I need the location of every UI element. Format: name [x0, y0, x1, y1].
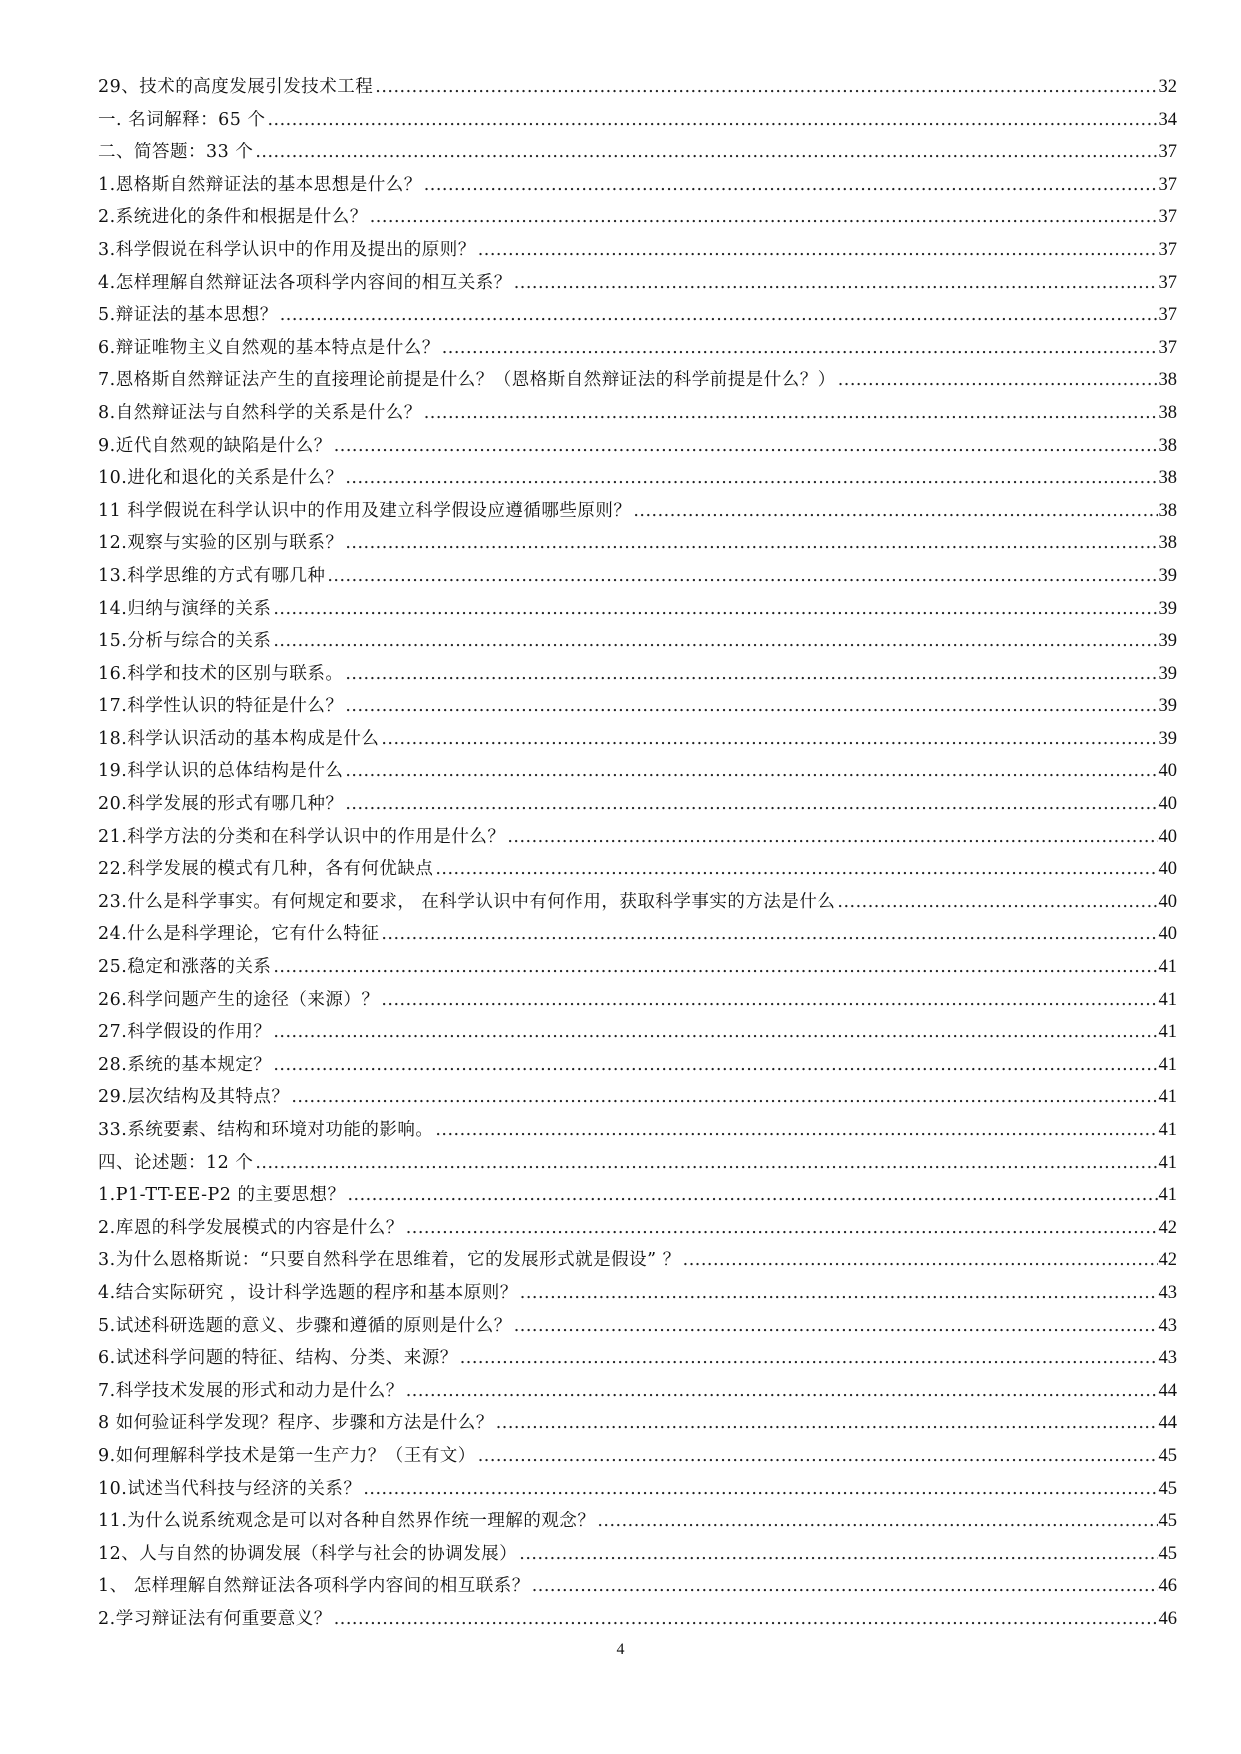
toc-entry-page: 45: [1158, 1511, 1177, 1532]
toc-entry[interactable]: [98, 755, 1177, 788]
dot-leader: [514, 267, 1158, 300]
toc-entry-page: 37: [1158, 272, 1177, 293]
toc-entry-title: 8.自然辩证法与自然科学的关系是什么？: [98, 402, 422, 423]
toc-entry-title: 3.为什么恩格斯说：“只要自然科学在思维着，它的发展形式就是假设” ？: [98, 1250, 681, 1271]
dot-leader: [273, 593, 1157, 626]
toc-entry[interactable]: [98, 430, 1177, 463]
dot-leader: [381, 984, 1157, 1017]
toc-entry-page: 40: [1158, 891, 1177, 912]
dot-leader: [520, 1277, 1158, 1310]
toc-entry-page: 45: [1158, 1478, 1177, 1499]
toc-entry[interactable]: [98, 1473, 1177, 1506]
toc-entry-title: 13.科学思维的方式有哪几种: [98, 565, 326, 586]
dot-leader: [514, 1310, 1158, 1343]
toc-entry-page: 39: [1158, 565, 1177, 586]
toc-entry[interactable]: [98, 690, 1177, 723]
toc-entry-title: 1.P1-TT-EE-P2 的主要思想？: [98, 1185, 346, 1206]
toc-entry-page: 41: [1158, 989, 1177, 1010]
dot-leader: [381, 723, 1157, 756]
toc-entry-page: 40: [1158, 859, 1177, 880]
toc-entry-title: 33.系统要素、结构和环境对功能的影响。: [98, 1120, 434, 1140]
toc-entry[interactable]: [98, 1310, 1177, 1343]
toc-entry-title: 21.科学方法的分类和在科学认识中的作用是什么？: [98, 826, 506, 847]
toc-entry-page: 38: [1158, 500, 1177, 521]
toc-entry-page: 38: [1158, 435, 1177, 456]
toc-entry-page: 38: [1158, 468, 1177, 489]
dot-leader: [424, 397, 1158, 430]
toc-entry-title: 20.科学发展的形式有哪几种？: [98, 794, 344, 815]
toc-entry-title: 18.科学认识活动的基本构成是什么: [98, 728, 380, 749]
toc-entry-title: 11.为什么说系统观念是可以对各种自然界作统一理解的观念？: [98, 1511, 596, 1532]
toc-entry[interactable]: [98, 560, 1177, 593]
toc-entry[interactable]: [98, 723, 1177, 756]
toc-entry-title: 22.科学发展的模式有几种，各有何优缺点: [98, 859, 434, 880]
toc-entry-page: 46: [1158, 1608, 1177, 1629]
toc-entry[interactable]: [98, 918, 1177, 951]
dot-leader: [838, 364, 1158, 397]
dot-leader: [633, 495, 1157, 528]
dot-leader: [327, 560, 1157, 593]
dot-leader: [255, 1147, 1157, 1180]
toc-entry[interactable]: [98, 1081, 1177, 1114]
toc-entry-title: 7.科学技术发展的形式和动力是什么？: [98, 1380, 404, 1401]
toc-entry[interactable]: [98, 821, 1177, 854]
toc-entry-page: 38: [1158, 402, 1177, 423]
toc-entry-title: 6.试述科学问题的特征、结构、分类、来源？: [98, 1348, 458, 1369]
dot-leader: [291, 1081, 1157, 1114]
toc-entry[interactable]: [98, 299, 1177, 332]
toc-entry-page: 37: [1158, 207, 1177, 228]
toc-entry-page: 40: [1158, 826, 1177, 847]
toc-entry[interactable]: [98, 1570, 1177, 1603]
toc-entry-page: 41: [1158, 1185, 1177, 1206]
toc-entry[interactable]: [98, 332, 1177, 365]
toc-entry-page: 38: [1158, 533, 1177, 554]
toc-entry-page: 41: [1158, 1120, 1177, 1140]
toc-entry-title: 27.科学假设的作用？: [98, 1022, 272, 1043]
toc-entry[interactable]: [98, 658, 1177, 691]
toc-entry[interactable]: [98, 1114, 1177, 1147]
toc-entry-page: 43: [1158, 1282, 1177, 1303]
toc-entry[interactable]: [98, 1049, 1177, 1082]
toc-entry-page: 37: [1158, 305, 1177, 326]
toc-entry[interactable]: [98, 1342, 1177, 1375]
toc-entry-page: 44: [1158, 1413, 1177, 1434]
toc-entry-page: 41: [1158, 957, 1177, 978]
toc-entry-page: 37: [1158, 239, 1177, 260]
dot-leader: [435, 1114, 1157, 1147]
dot-leader: [424, 169, 1158, 202]
dot-leader: [273, 951, 1157, 984]
dot-leader: [345, 462, 1157, 495]
dot-leader: [345, 690, 1157, 723]
toc-entry-page: 42: [1158, 1217, 1177, 1238]
toc-entry[interactable]: [98, 136, 1177, 169]
toc-entry-title: 16.科学和技术的区别与联系。: [98, 663, 344, 684]
toc-entry[interactable]: [98, 984, 1177, 1017]
dot-leader: [406, 1375, 1158, 1408]
dot-leader: [273, 1016, 1157, 1049]
toc-entry-title: 12、人与自然的协调发展（科学与社会的协调发展）: [98, 1543, 518, 1564]
toc-entry[interactable]: [98, 788, 1177, 821]
toc-entry[interactable]: [98, 201, 1177, 234]
dot-leader: [683, 1244, 1158, 1277]
dot-leader: [507, 821, 1157, 854]
toc-entry[interactable]: [98, 1277, 1177, 1310]
toc-entry-page: 41: [1158, 1152, 1177, 1173]
dot-leader: [255, 136, 1157, 169]
toc-entry-title: 14.归纳与演绎的关系: [98, 598, 272, 619]
table-of-contents: [98, 71, 1177, 1636]
dot-leader: [345, 527, 1157, 560]
dot-leader: [375, 71, 1157, 104]
toc-entry-title: 一. 名词解释：65 个: [98, 109, 266, 130]
dot-leader: [273, 625, 1157, 658]
toc-entry-page: 46: [1158, 1576, 1177, 1597]
dot-leader: [280, 299, 1158, 332]
toc-entry-page: 32: [1158, 77, 1177, 97]
dot-leader: [345, 755, 1157, 788]
toc-entry-page: 43: [1158, 1315, 1177, 1336]
toc-entry-title: 10.试述当代科技与经济的关系？: [98, 1478, 362, 1499]
toc-entry[interactable]: [98, 104, 1177, 137]
dot-leader: [381, 918, 1157, 951]
toc-entry[interactable]: [98, 1016, 1177, 1049]
toc-entry-page: 34: [1158, 109, 1177, 130]
toc-entry[interactable]: [98, 71, 1177, 104]
toc-entry[interactable]: [98, 1538, 1177, 1571]
toc-entry[interactable]: [98, 234, 1177, 267]
toc-entry-page: 39: [1158, 598, 1177, 619]
toc-entry-title: 24.什么是科学理论，它有什么特征: [98, 924, 380, 945]
toc-entry[interactable]: [98, 886, 1177, 919]
toc-entry-title: 12.观察与实验的区别与联系？: [98, 533, 344, 554]
toc-entry[interactable]: [98, 1505, 1177, 1538]
toc-entry-title: 4.怎样理解自然辩证法各项科学内容间的相互关系？: [98, 272, 512, 293]
toc-entry-title: 9.近代自然观的缺陷是什么？: [98, 435, 332, 456]
toc-entry-page: 43: [1158, 1348, 1177, 1369]
toc-entry-title: 8 如何验证科学发现？程序、步骤和方法是什么？: [98, 1413, 494, 1434]
dot-leader: [347, 1179, 1157, 1212]
toc-entry-title: 17.科学性认识的特征是什么？: [98, 696, 344, 717]
dot-leader: [496, 1407, 1158, 1440]
toc-entry-page: 40: [1158, 794, 1177, 815]
toc-entry-title: 1.恩格斯自然辩证法的基本思想是什么？: [98, 174, 422, 195]
toc-entry[interactable]: [98, 1147, 1177, 1180]
toc-entry-page: 39: [1158, 728, 1177, 749]
dot-leader: [478, 234, 1158, 267]
toc-entry[interactable]: [98, 495, 1177, 528]
toc-entry[interactable]: [98, 1440, 1177, 1473]
dot-leader: [345, 658, 1157, 691]
dot-leader: [478, 1440, 1158, 1473]
toc-entry-title: 2.系统进化的条件和根据是什么？: [98, 207, 368, 228]
toc-entry[interactable]: [98, 364, 1177, 397]
toc-entry-page: 39: [1158, 663, 1177, 684]
toc-entry-page: 39: [1158, 696, 1177, 717]
toc-entry-page: 41: [1158, 1054, 1177, 1075]
toc-entry-title: 2.库恩的科学发展模式的内容是什么？: [98, 1217, 404, 1238]
toc-entry[interactable]: [98, 625, 1177, 658]
toc-entry-title: 29、技术的高度发展引发技术工程: [98, 77, 374, 97]
toc-entry-title: 5.试述科研选题的意义、步骤和遵循的原则是什么？: [98, 1315, 512, 1336]
toc-entry-title: 5.辩证法的基本思想？: [98, 305, 278, 326]
toc-entry-page: 45: [1158, 1445, 1177, 1466]
toc-entry-title: 6.辩证唯物主义自然观的基本特点是什么？: [98, 337, 440, 358]
dot-leader: [519, 1538, 1157, 1571]
toc-entry-page: 40: [1158, 761, 1177, 782]
dot-leader: [370, 201, 1158, 234]
toc-entry-title: 29.层次结构及其特点？: [98, 1087, 290, 1108]
toc-entry[interactable]: [98, 593, 1177, 626]
dot-leader: [267, 104, 1157, 137]
dot-leader: [334, 430, 1158, 463]
toc-entry-title: 10.进化和退化的关系是什么？: [98, 468, 344, 489]
toc-entry-page: 37: [1158, 174, 1177, 195]
toc-entry[interactable]: [98, 1244, 1177, 1277]
toc-entry-title: 4.结合实际研究 ，设计科学选题的程序和基本原则？: [98, 1282, 518, 1303]
toc-entry-title: 四、论述题：12 个: [98, 1152, 254, 1173]
dot-leader: [363, 1473, 1157, 1506]
toc-entry-title: 26.科学问题产生的途径（来源）？: [98, 989, 380, 1010]
dot-leader: [837, 886, 1157, 919]
toc-entry[interactable]: [98, 1603, 1177, 1636]
toc-entry-title: 28.系统的基本规定？: [98, 1054, 272, 1075]
toc-entry-page: 40: [1158, 924, 1177, 945]
dot-leader: [532, 1570, 1158, 1603]
toc-entry-page: 41: [1158, 1087, 1177, 1108]
toc-entry[interactable]: [98, 1212, 1177, 1245]
dot-leader: [273, 1049, 1157, 1082]
toc-entry-page: 44: [1158, 1380, 1177, 1401]
toc-entry-title: 1、 怎样理解自然辩证法各项科学内容间的相互联系？: [98, 1576, 530, 1597]
toc-entry-title: 9.如何理解科学技术是第一生产力？（王有文）: [98, 1445, 476, 1466]
toc-entry[interactable]: [98, 267, 1177, 300]
toc-entry[interactable]: [98, 853, 1177, 886]
toc-entry-page: 37: [1158, 142, 1177, 163]
toc-entry-page: 42: [1158, 1250, 1177, 1271]
toc-entry-title: 3.科学假说在科学认识中的作用及提出的原则？: [98, 239, 476, 260]
toc-entry-page: 39: [1158, 631, 1177, 652]
dot-leader: [345, 788, 1157, 821]
toc-entry-page: 45: [1158, 1543, 1177, 1564]
toc-entry[interactable]: [98, 1375, 1177, 1408]
toc-entry-title: 11 科学假说在科学认识中的作用及建立科学假设应遵循哪些原则？: [98, 500, 632, 521]
dot-leader: [597, 1505, 1157, 1538]
page-number: 4: [616, 1641, 625, 1658]
toc-entry-page: 41: [1158, 1022, 1177, 1043]
toc-entry[interactable]: [98, 527, 1177, 560]
toc-entry[interactable]: [98, 462, 1177, 495]
dot-leader: [442, 332, 1158, 365]
toc-entry[interactable]: [98, 397, 1177, 430]
toc-entry[interactable]: [98, 951, 1177, 984]
dot-leader: [334, 1603, 1158, 1636]
toc-entry-title: 二、简答题：33 个: [98, 142, 254, 163]
toc-entry[interactable]: [98, 1407, 1177, 1440]
dot-leader: [460, 1342, 1158, 1375]
toc-entry-title: 19.科学认识的总体结构是什么: [98, 761, 344, 782]
toc-entry-title: 2.学习辩证法有何重要意义？: [98, 1608, 332, 1629]
toc-entry-title: 15.分析与综合的关系: [98, 631, 272, 652]
dot-leader: [435, 853, 1157, 886]
toc-entry-page: 37: [1158, 337, 1177, 358]
dot-leader: [406, 1212, 1158, 1245]
toc-entry[interactable]: [98, 1179, 1177, 1212]
toc-entry-title: 23.什么是科学事实。有何规定和要求， 在科学认识中有何作用，获取科学事实的方法是什么: [98, 891, 836, 912]
toc-entry-title: 25.稳定和涨落的关系: [98, 957, 272, 978]
toc-entry[interactable]: [98, 169, 1177, 202]
toc-entry-title: 7.恩格斯自然辩证法产生的直接理论前提是什么？（恩格斯自然辩证法的科学前提是什么？）: [98, 370, 836, 391]
toc-entry-page: 38: [1158, 370, 1177, 391]
